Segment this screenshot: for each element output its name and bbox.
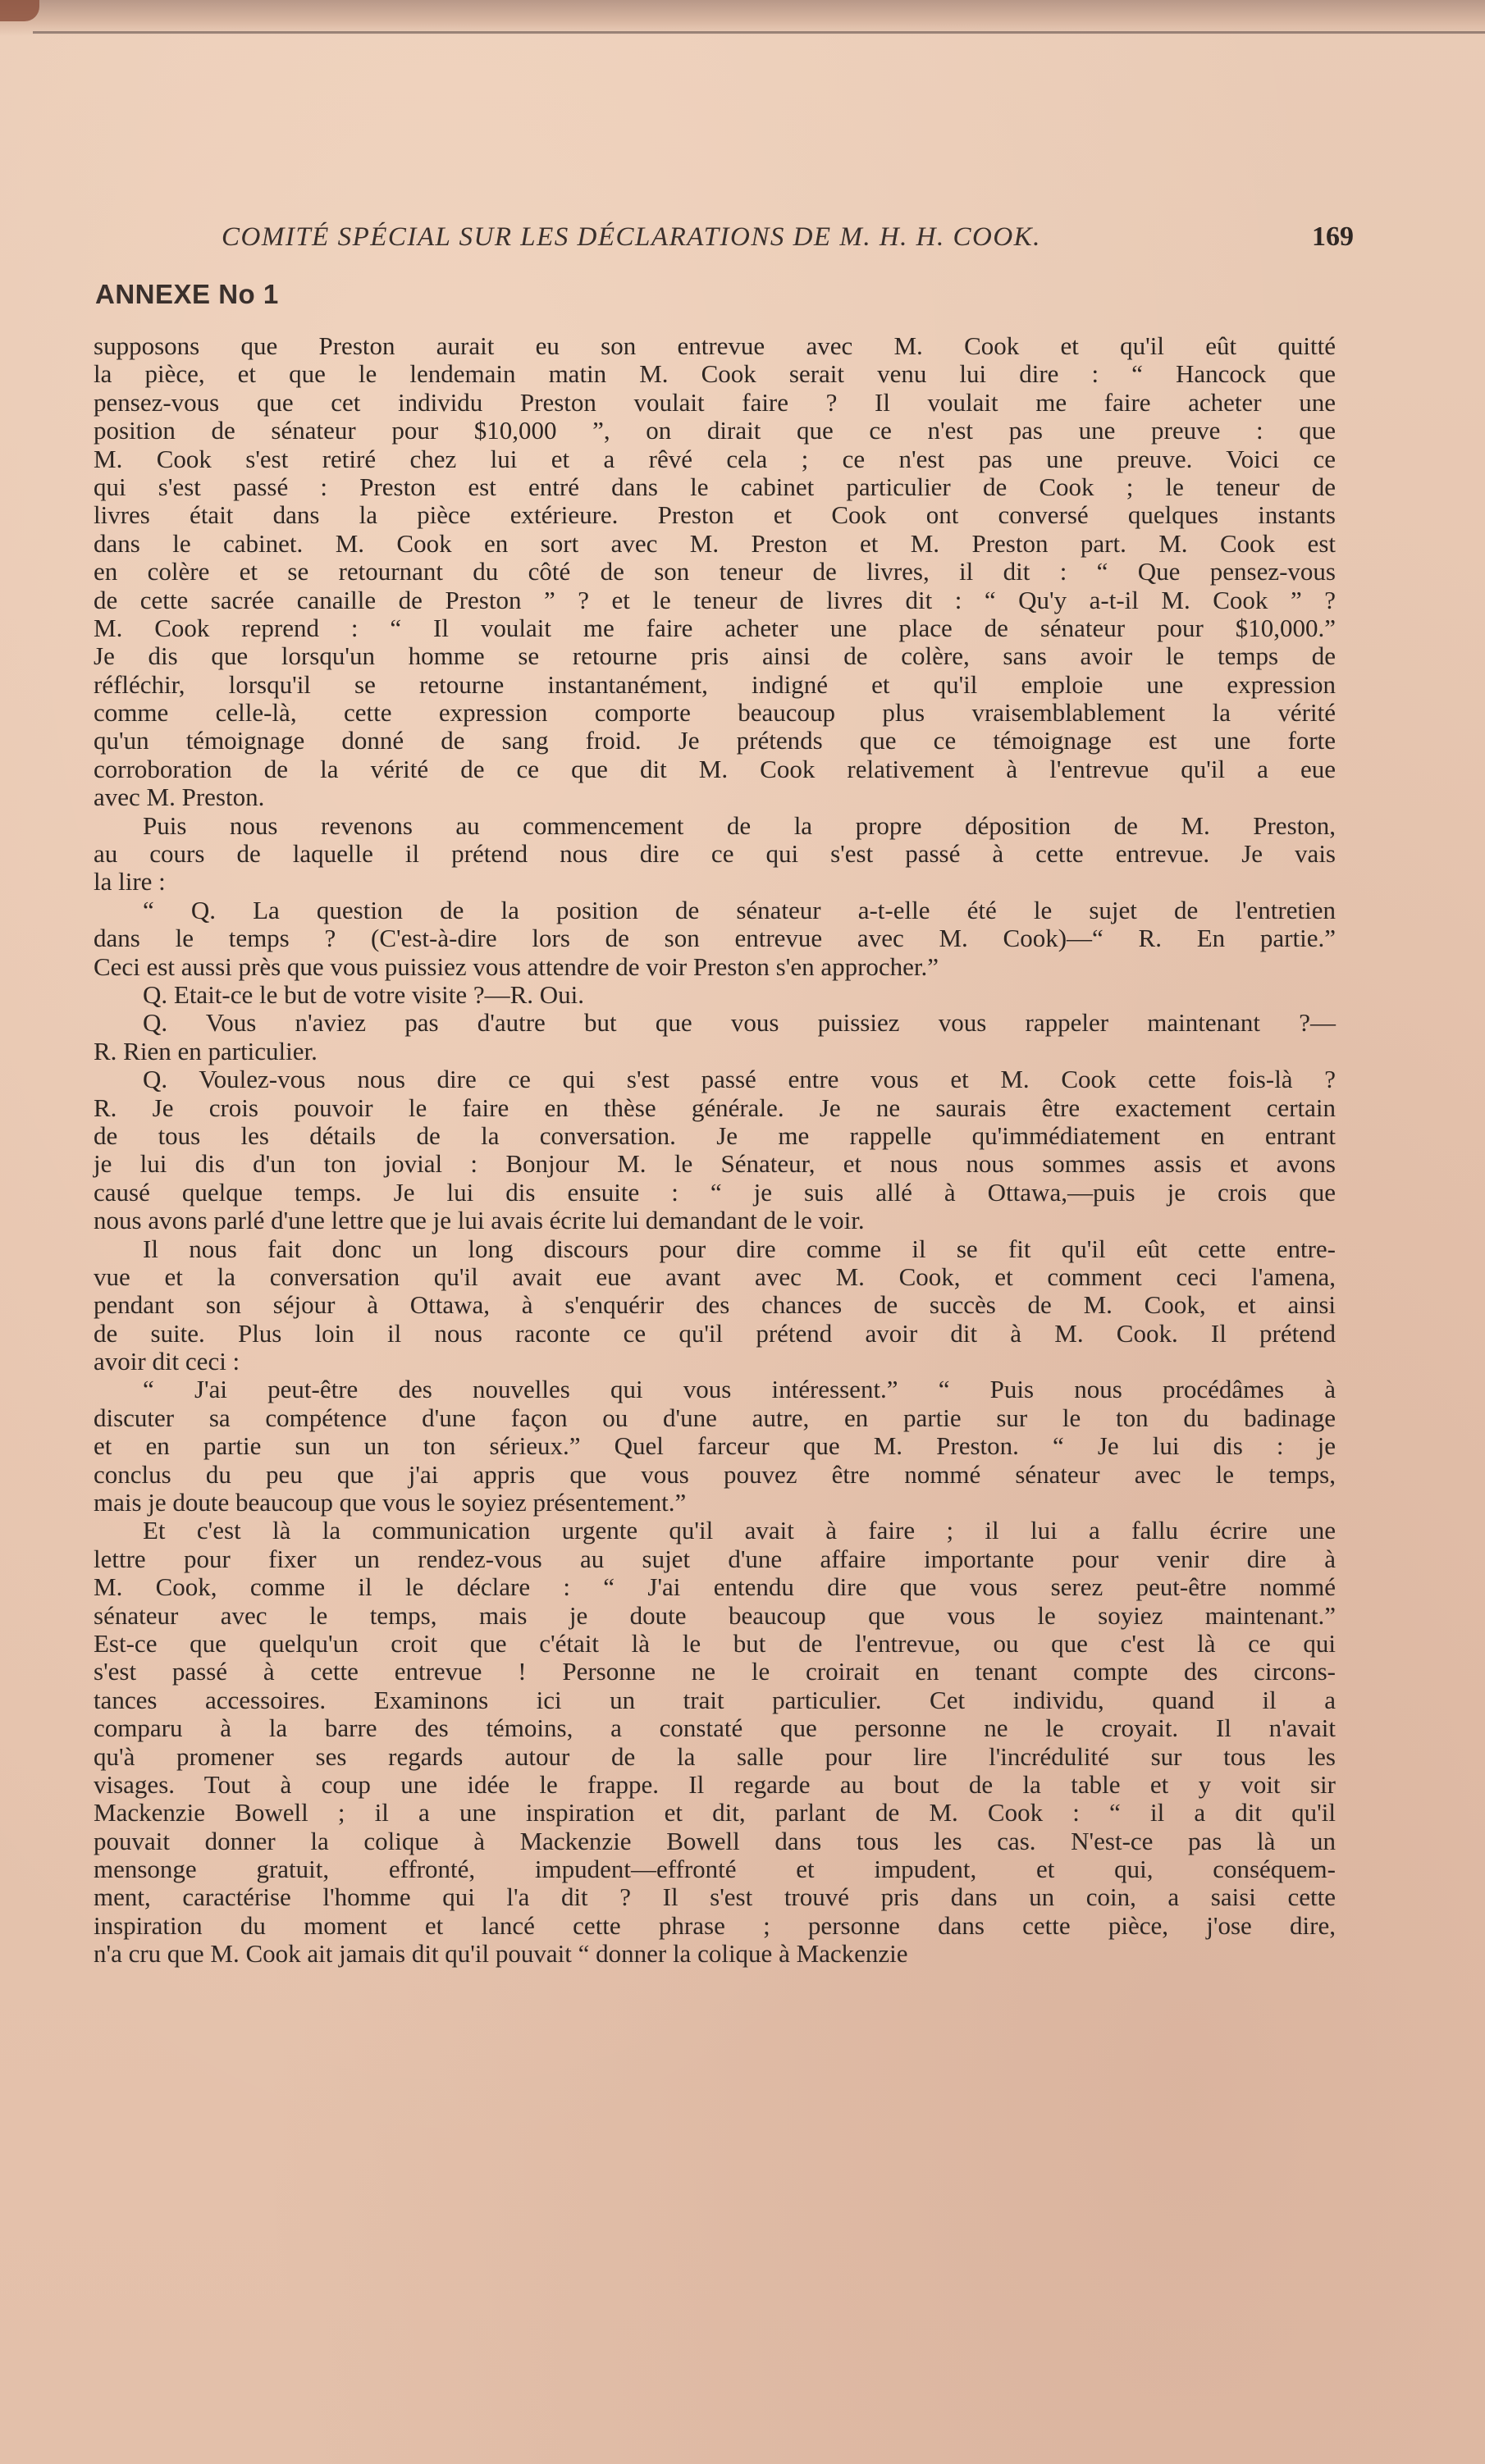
text-line: la lire : [94, 867, 166, 897]
text-line: dans le cabinet. M. Cook en sort avec M. Preston et M. Preston part. M. Cook est [94, 528, 1336, 558]
text-line: comme celle-là, cette expression comporte beaucoup plus vraisemblablement la vérité [94, 698, 1336, 728]
text-line: M. Cook reprend : “ Il voulait me faire acheter une place de sénateur pour $10,000.” [94, 613, 1336, 642]
text-line: ment, caractérise l'homme qui l'a dit ? Il s'est trouvé pris dans un coin, a saisi cette [94, 1882, 1336, 1912]
text-line: qui s'est passé : Preston est entré dans le cabinet particulier de Cook ; le teneur de [94, 472, 1336, 501]
text-line: Q. Vous n'aviez pas d'autre but que vous puissiez vous rappeler maintenant ?— [143, 1008, 1336, 1038]
text-line: réfléchir, lorsqu'il se retourne instantanément, indigné et qu'il emploie une expression [94, 669, 1336, 699]
body-text [94, 332, 1336, 1969]
text-line: qu'un témoignage donné de sang froid. Je prétends que ce témoignage est une forte [94, 726, 1336, 755]
annex-label: ANNEXE No 1 [95, 279, 279, 309]
text-line: sénateur avec le temps, mais je doute beaucoup que vous le soyiez maintenant.” [94, 1600, 1336, 1630]
text-line: et en partie sun un ton sérieux.” Quel farceur que M. Preston. “ Je lui dis : je [94, 1431, 1336, 1461]
text-line: je lui dis d'un ton jovial : Bonjour M. le Sénateur, et nous nous sommes assis et avons [94, 1149, 1336, 1179]
binding-corner-mark [0, 0, 39, 21]
text-line: Q. Etait-ce le but de votre visite ?—R. Oui. [143, 979, 585, 1009]
text-line: n'a cru que M. Cook ait jamais dit qu'il pouvait “ donner la colique à Mackenzie [94, 1939, 908, 1969]
text-line: avoir dit ceci : [94, 1347, 240, 1376]
text-line: avec M. Preston. [94, 783, 265, 812]
text-line: corroboration de la vérité de ce que dit M. Cook relativement à l'entrevue qu'il a eue [94, 754, 1336, 783]
text-line: R. Je crois pouvoir le faire en thèse générale. Je ne saurais être exactement certain [94, 1093, 1336, 1122]
running-title: COMITÉ SPÉCIAL SUR LES DÉCLARATIONS DE M. H. H. COOK. [222, 222, 1041, 252]
text-line: “ J'ai peut-être des nouvelles qui vous intéressent.” “ Puis nous procédâmes à [143, 1375, 1336, 1404]
text-line: pensez-vous que cet individu Preston voulait faire ? Il voulait me faire acheter une [94, 387, 1336, 417]
page-top-rule [33, 31, 1485, 34]
text-line: Et c'est là la communication urgente qu'il avait à faire ; il lui a fallu écrire une [143, 1516, 1336, 1545]
text-line: Je dis que lorsqu'un homme se retourne pris ainsi de colère, sans avoir le temps de [94, 641, 1336, 671]
text-line: visages. Tout à coup une idée le frappe. Il regarde au bout de la table et y voit sir [94, 1769, 1336, 1799]
text-line: M. Cook s'est retiré chez lui et a rêvé cela ; ce n'est pas une preuve. Voici ce [94, 444, 1336, 473]
text-line: nous avons parlé d'une lettre que je lui avais écrite lui demandant de le voir. [94, 1206, 865, 1235]
text-line: dans le temps ? (C'est-à-dire lors de son entrevue avec M. Cook)—“ R. En partie.” [94, 924, 1336, 953]
text-line: tances accessoires. Examinons ici un trait particulier. Cet individu, quand il a [94, 1685, 1336, 1714]
text-line: position de sénateur pour $10,000 ”, on dirait que ce n'est pas une preuve : que [94, 416, 1336, 445]
text-line: mensonge gratuit, effronté, impudent—effronté et impudent, et qui, conséquem- [94, 1855, 1336, 1884]
text-line: Q. Voulez-vous nous dire ce qui s'est passé entre vous et M. Cook cette fois-là ? [143, 1065, 1336, 1094]
text-line: Ceci est aussi près que vous puissiez vous attendre de voir Preston s'en approcher.” [94, 951, 939, 981]
text-line: pouvait donner la colique à Mackenzie Bowell dans tous les cas. N'est-ce pas là un [94, 1826, 1336, 1855]
text-line: livres était dans la pièce extérieure. Preston et Cook ont conversé quelques instants [94, 500, 1336, 530]
text-line: supposons que Preston aurait eu son entrevue avec M. Cook et qu'il eût quitté [94, 331, 1336, 360]
text-line: inspiration du moment et lancé cette phrase ; personne dans cette pièce, j'ose dire, [94, 1910, 1336, 1940]
text-line: Mackenzie Bowell ; il a une inspiration et dit, parlant de M. Cook : “ il a dit qu'il [94, 1798, 1336, 1827]
page-header [222, 221, 1354, 262]
text-line: Est-ce que quelqu'un croit que c'était là le but de l'entrevue, ou que c'est là ce qui [94, 1628, 1336, 1658]
page-number: 169 [1312, 221, 1354, 252]
text-line: mais je doute beaucoup que vous le soyiez présentement.” [94, 1488, 687, 1517]
text-line: s'est passé à cette entrevue ! Personne ne le croirait en tenant compte des circons- [94, 1657, 1336, 1686]
text-line: causé quelque temps. Je lui dis ensuite : “ je suis allé à Ottawa,—puis je crois que [94, 1177, 1336, 1207]
text-line: en colère et se retournant du côté de son teneur de livres, il dit : “ Que pensez-vous [94, 557, 1336, 586]
text-line: lettre pour fixer un rendez-vous au sujet d'une affaire importante pour venir dire à [94, 1544, 1336, 1573]
text-line: au cours de laquelle il prétend nous dire ce qui s'est passé à cette entrevue. Je vais [94, 839, 1336, 869]
text-line: la pièce, et que le lendemain matin M. Cook serait venu lui dire : “ Hancock que [94, 359, 1336, 389]
text-line: M. Cook, comme il le déclare : “ J'ai entendu dire que vous serez peut-être nommé [94, 1572, 1336, 1602]
text-line: de cette sacrée canaille de Preston ” ? et le teneur de livres dit : “ Qu'y a-t-il M. Cook ” ? [94, 585, 1336, 614]
text-line: vue et la conversation qu'il avait eue avant avec M. Cook, et comment ceci l'amena, [94, 1262, 1336, 1291]
text-line: discuter sa compétence d'une façon ou d'une autre, en partie sur le ton du badinage [94, 1403, 1336, 1432]
text-line: Puis nous revenons au commencement de la propre déposition de M. Preston, [143, 810, 1336, 840]
text-line: “ Q. La question de la position de sénateur a-t-elle été le sujet de l'entretien [143, 895, 1336, 924]
text-line: qu'à promener ses regards autour de la salle pour lire l'incrédulité sur tous les [94, 1741, 1336, 1771]
text-line: conclus du peu que j'ai appris que vous pouvez être nommé sénateur avec le temps, [94, 1459, 1336, 1489]
text-line: R. Rien en particulier. [94, 1036, 318, 1065]
text-line: Il nous fait donc un long discours pour dire comme il se fit qu'il eût cette entre- [143, 1234, 1336, 1263]
text-line: de tous les détails de la conversation. Je me rappelle qu'immédiatement en entrant [94, 1120, 1336, 1150]
text-line: de suite. Plus loin il nous raconte ce qu'il prétend avoir dit à M. Cook. Il prétend [94, 1318, 1336, 1348]
text-line: pendant son séjour à Ottawa, à s'enquérir des chances de succès de M. Cook, et ainsi [94, 1290, 1336, 1320]
text-line: comparu à la barre des témoins, a constaté que personne ne le croyait. Il n'avait [94, 1713, 1336, 1743]
